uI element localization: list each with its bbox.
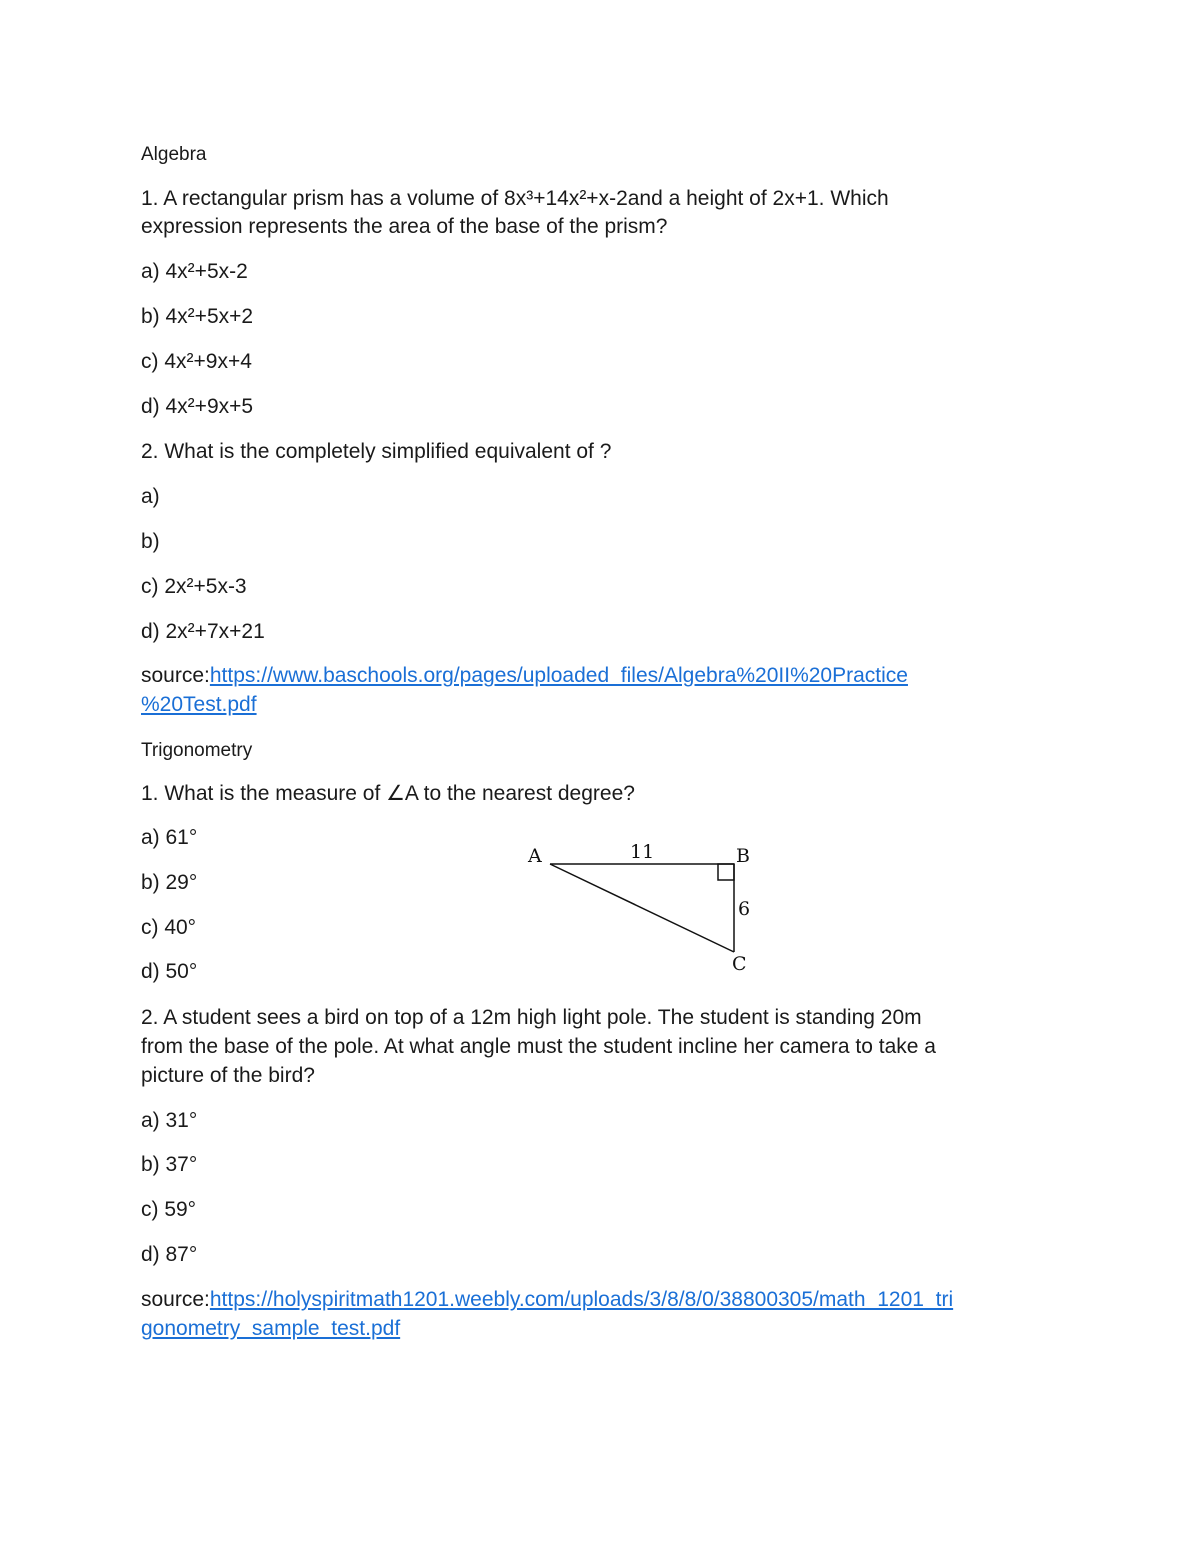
algebra-q1-text-line2: expression represents the area of the base of the prism? [141, 215, 668, 238]
trig-q2-option-c: c) 59° [141, 1198, 197, 1221]
vertex-label-c: C [732, 953, 747, 975]
right-triangle-diagram [520, 836, 760, 976]
vertex-label-a: A [528, 845, 542, 867]
algebra-heading: Algebra [141, 144, 207, 165]
algebra-q1-option-b: b) 4x²+5x+2 [141, 305, 254, 328]
trig-q2-text-line1: 2. A student sees a bird on top of a 12m high light pole. The student is standing 20m [141, 1006, 922, 1029]
vertex-label-b: B [736, 845, 750, 867]
right-angle-marker [718, 864, 734, 880]
algebra-q2-option-c: c) 2x²+5x-3 [141, 575, 247, 598]
algebra-q2-option-d: d) 2x²+7x+21 [141, 620, 265, 643]
algebra-source-label: source: [141, 664, 210, 687]
trigonometry-source-link[interactable]: https://holyspiritmath1201.weebly.com/uploads/3/8/8/0/38800305/math_1201_tri [209, 1288, 954, 1311]
trig-q2-option-b: b) 37° [141, 1153, 198, 1176]
trig-q1-option-b: b) 29° [141, 871, 198, 894]
algebra-q2-option-b: b) [141, 530, 160, 553]
trigonometry-heading: Trigonometry [141, 740, 253, 761]
trigonometry-source-link-continued[interactable]: gonometry_sample_test.pdf [141, 1317, 401, 1340]
algebra-source-link[interactable]: https://www.baschools.org/pages/uploaded_files/Algebra%20II%20Practice [209, 664, 908, 687]
algebra-source [141, 661, 908, 690]
trig-q1-option-d: d) 50° [141, 960, 198, 983]
trig-q1-option-a: a) 61° [141, 826, 198, 849]
trig-q1-text: 1. What is the measure of ∠A to the nearest degree? [141, 782, 635, 805]
algebra-q2-text: 2. What is the completely simplified equivalent of ? [141, 440, 612, 463]
trig-q2-text-line2: from the base of the pole. At what angle must the student incline her camera to take a [141, 1035, 936, 1058]
algebra-q1-option-d: d) 4x²+9x+5 [141, 395, 254, 418]
trigonometry-source-label: source: [141, 1288, 210, 1311]
trigonometry-source-continued [141, 1314, 400, 1343]
trig-q2-text-line3: picture of the bird? [141, 1064, 315, 1087]
algebra-q1-option-a: a) 4x²+5x-2 [141, 260, 248, 283]
algebra-q2-option-a: a) [141, 485, 160, 508]
triangle-hypotenuse-ac [550, 864, 734, 952]
trig-q1-option-c: c) 40° [141, 916, 197, 939]
algebra-source-link-continued[interactable]: %20Test.pdf [141, 693, 257, 716]
side-label-ab: 11 [630, 841, 655, 863]
side-label-bc: 6 [738, 898, 751, 920]
trig-q2-option-d: d) 87° [141, 1243, 198, 1266]
algebra-q1-text-line1: 1. A rectangular prism has a volume of 8x³+14x²+x-2and a height of 2x+1. Which [141, 187, 889, 210]
trig-q2-option-a: a) 31° [141, 1109, 198, 1132]
algebra-q1-option-c: c) 4x²+9x+4 [141, 350, 252, 373]
trigonometry-source [141, 1285, 953, 1314]
algebra-source-continued [141, 690, 257, 719]
